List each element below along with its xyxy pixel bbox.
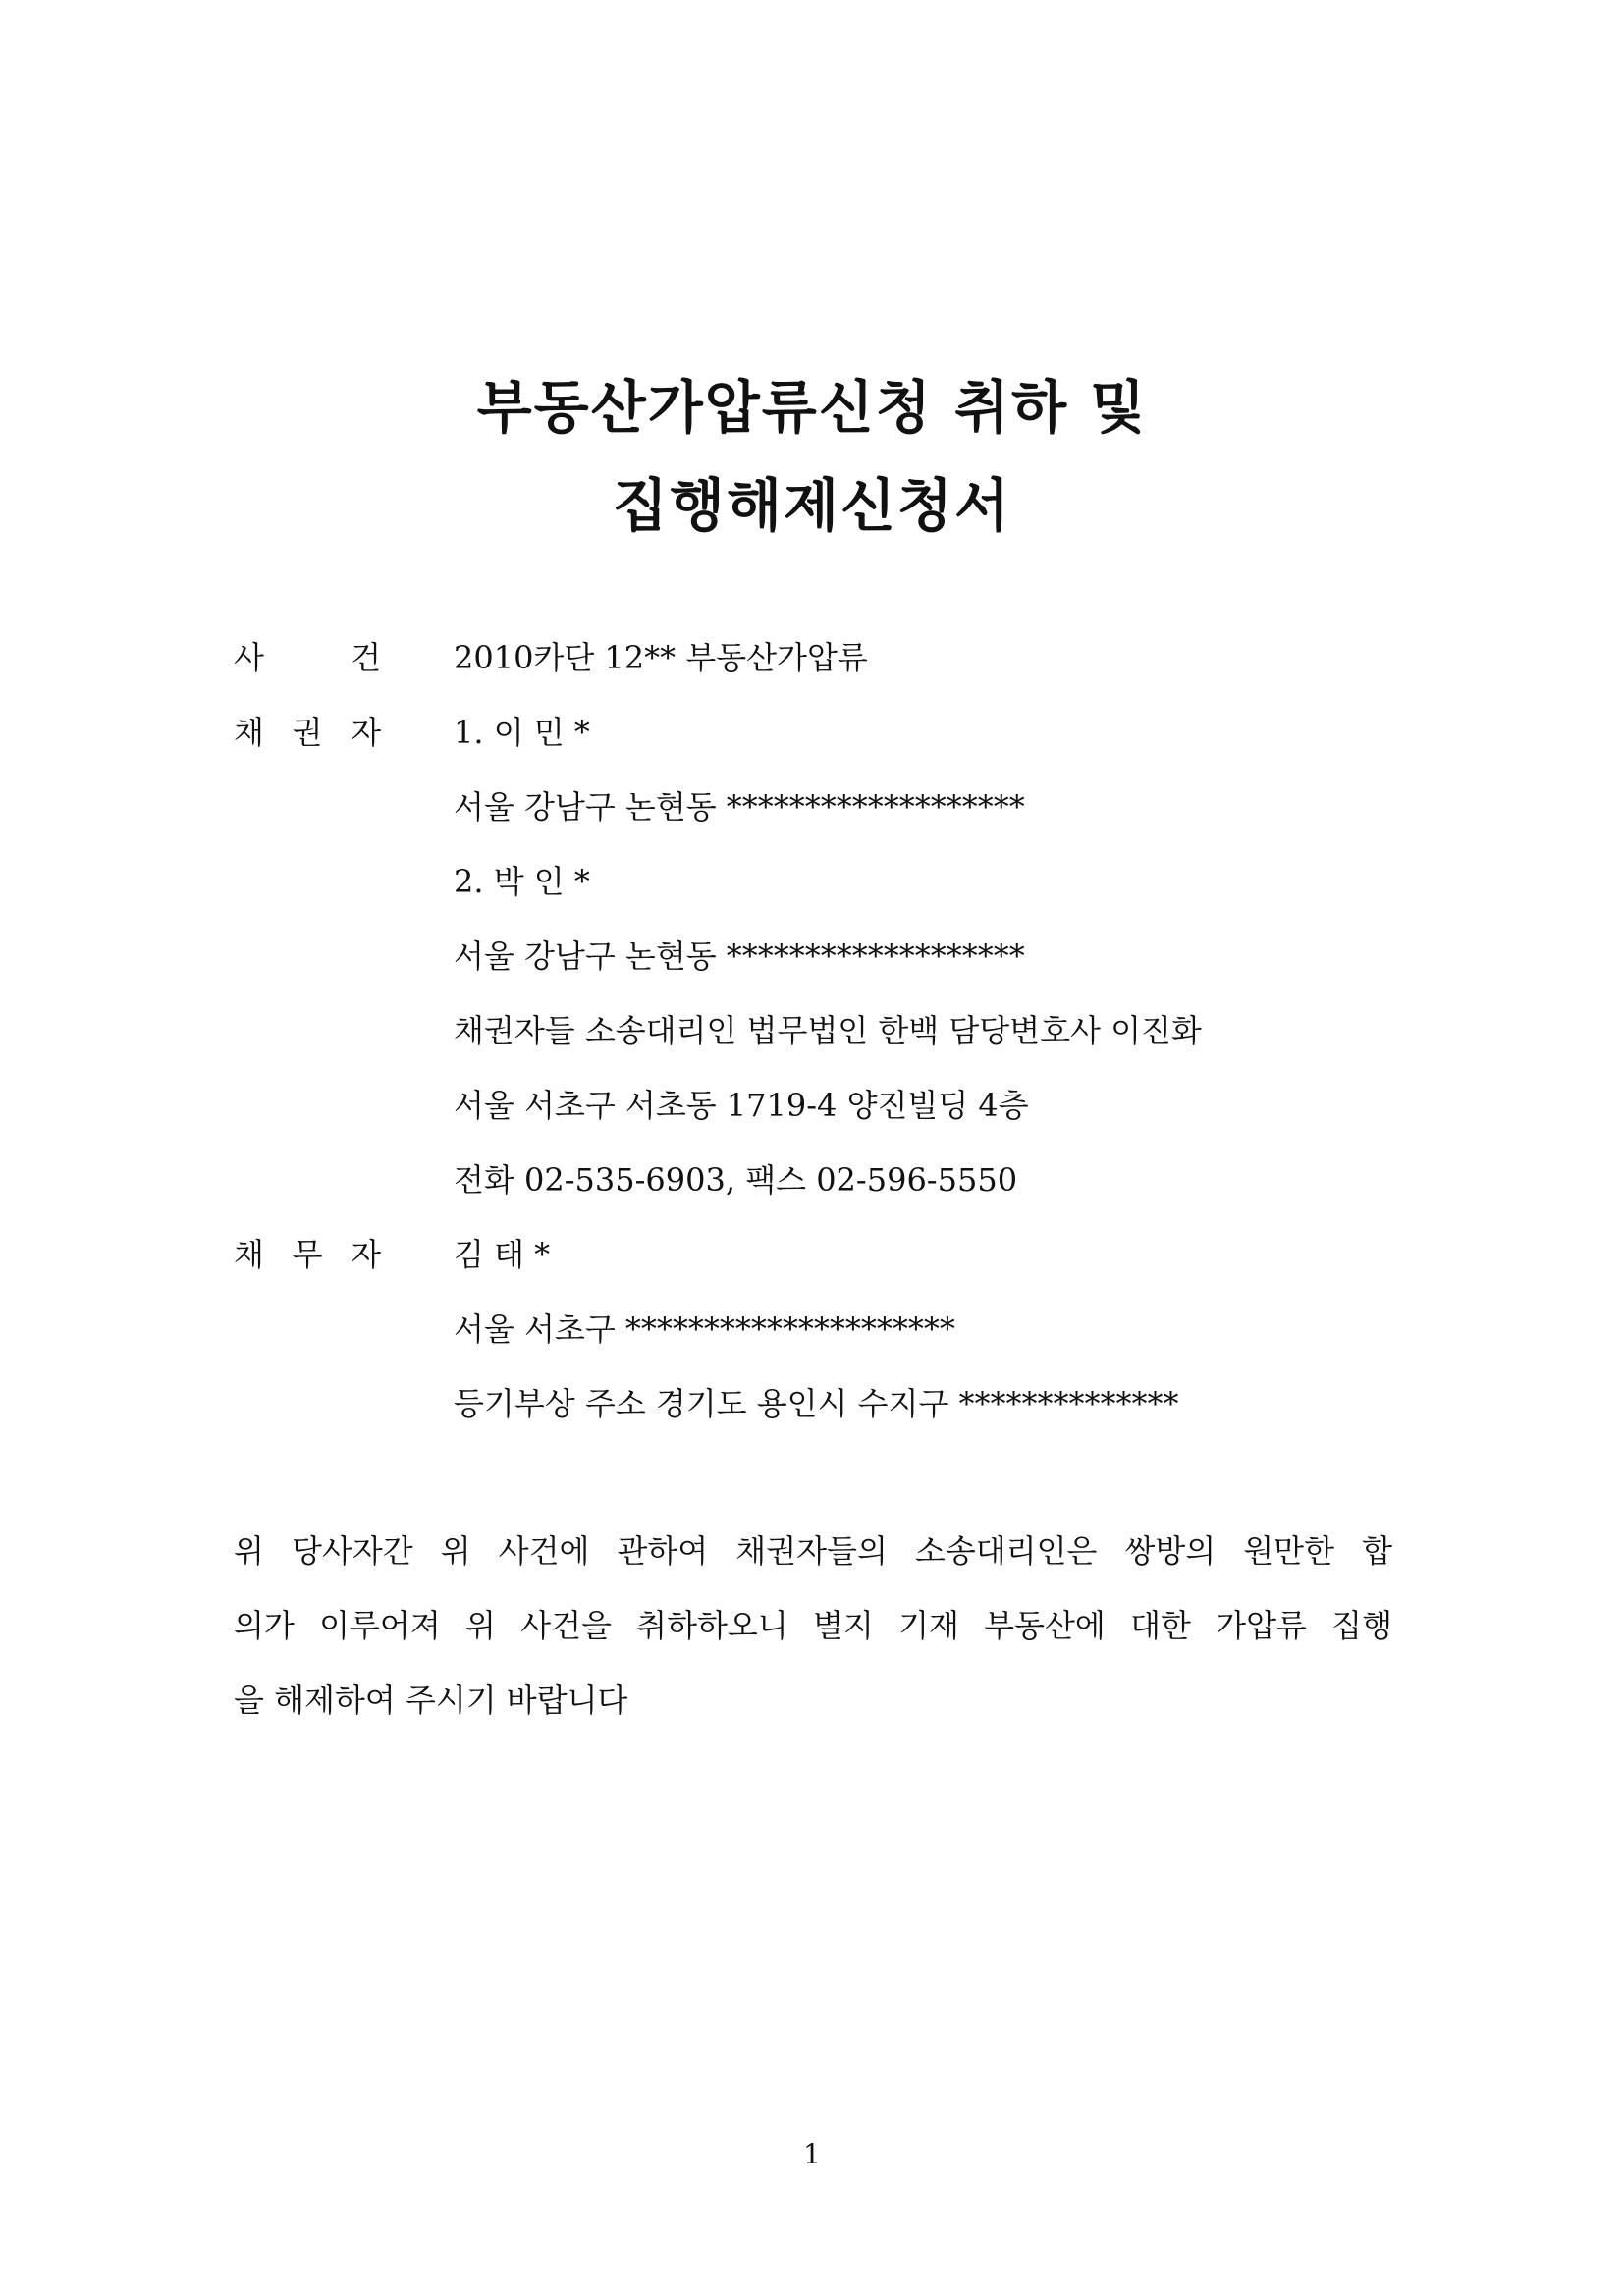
creditor-1-name: 1. 이 민 * — [454, 714, 590, 751]
debtor-row — [0, 1225, 1624, 1284]
paragraph-line: 의가 이루어져 위 사건을 취하하오니 별지 기재 부동산에 대한 가압류 집행 — [234, 1607, 1392, 1644]
creditor-label-char: 권 — [292, 714, 323, 751]
debtor-label-char: 무 — [292, 1236, 323, 1273]
creditor-label — [234, 703, 381, 762]
debtor-row — [0, 1300, 1624, 1359]
creditor-row — [0, 927, 1624, 986]
debtor-label — [234, 1225, 381, 1284]
creditor-row — [0, 777, 1624, 836]
case-row — [0, 628, 1624, 687]
paragraph-line: 을 해제하여 주시기 바랍니다 — [234, 1682, 628, 1719]
debtor-row — [0, 1374, 1624, 1433]
debtor-registered-address: 등기부상 주소 경기도 용인시 수지구 ************** — [454, 1385, 1179, 1422]
creditor-2-address: 서울 강남구 논현동 ******************* — [454, 937, 1025, 975]
creditor-1-address: 서울 강남구 논현동 ******************* — [454, 788, 1025, 826]
creditor-2-name: 2. 박 인 * — [454, 863, 590, 900]
debtor-address: 서울 서초구 ********************* — [454, 1310, 955, 1348]
creditor-agent: 채권자들 소송대리인 법무법인 한백 담당변호사 이진화 — [454, 1012, 1202, 1049]
paragraph-line: 위 당사자간 위 사건에 관하여 채권자들의 소송대리인은 쌍방의 원만한 합 — [234, 1532, 1392, 1570]
debtor-name: 김 태 * — [454, 1236, 551, 1273]
creditor-agent-contact: 전화 02-535-6903, 팩스 02-596-5550 — [454, 1161, 1018, 1199]
debtor-label-char: 채 — [234, 1236, 264, 1273]
debtor-label-char: 자 — [351, 1236, 381, 1273]
creditor-row — [0, 852, 1624, 911]
creditor-row — [0, 1076, 1624, 1135]
creditor-row — [0, 1001, 1624, 1060]
document-title-line-1: 부동산가압류신청 취하 및 — [476, 374, 1148, 441]
document-title-line-2: 집행해제신청서 — [612, 472, 1012, 539]
creditor-row — [0, 1150, 1624, 1209]
case-label-char: 건 — [351, 639, 381, 676]
creditor-agent-address: 서울 서초구 서초동 1719-4 양진빌딩 4층 — [454, 1087, 1029, 1124]
page-number: 1 — [803, 2138, 821, 2170]
case-label — [234, 628, 381, 687]
creditor-label-char: 자 — [351, 714, 381, 751]
case-value: 2010카단 12** 부동산가압류 — [454, 639, 868, 676]
creditor-row — [0, 703, 1624, 762]
creditor-label-char: 채 — [234, 714, 264, 751]
request-paragraph — [234, 1514, 1392, 1737]
case-label-char: 사 — [234, 639, 264, 676]
